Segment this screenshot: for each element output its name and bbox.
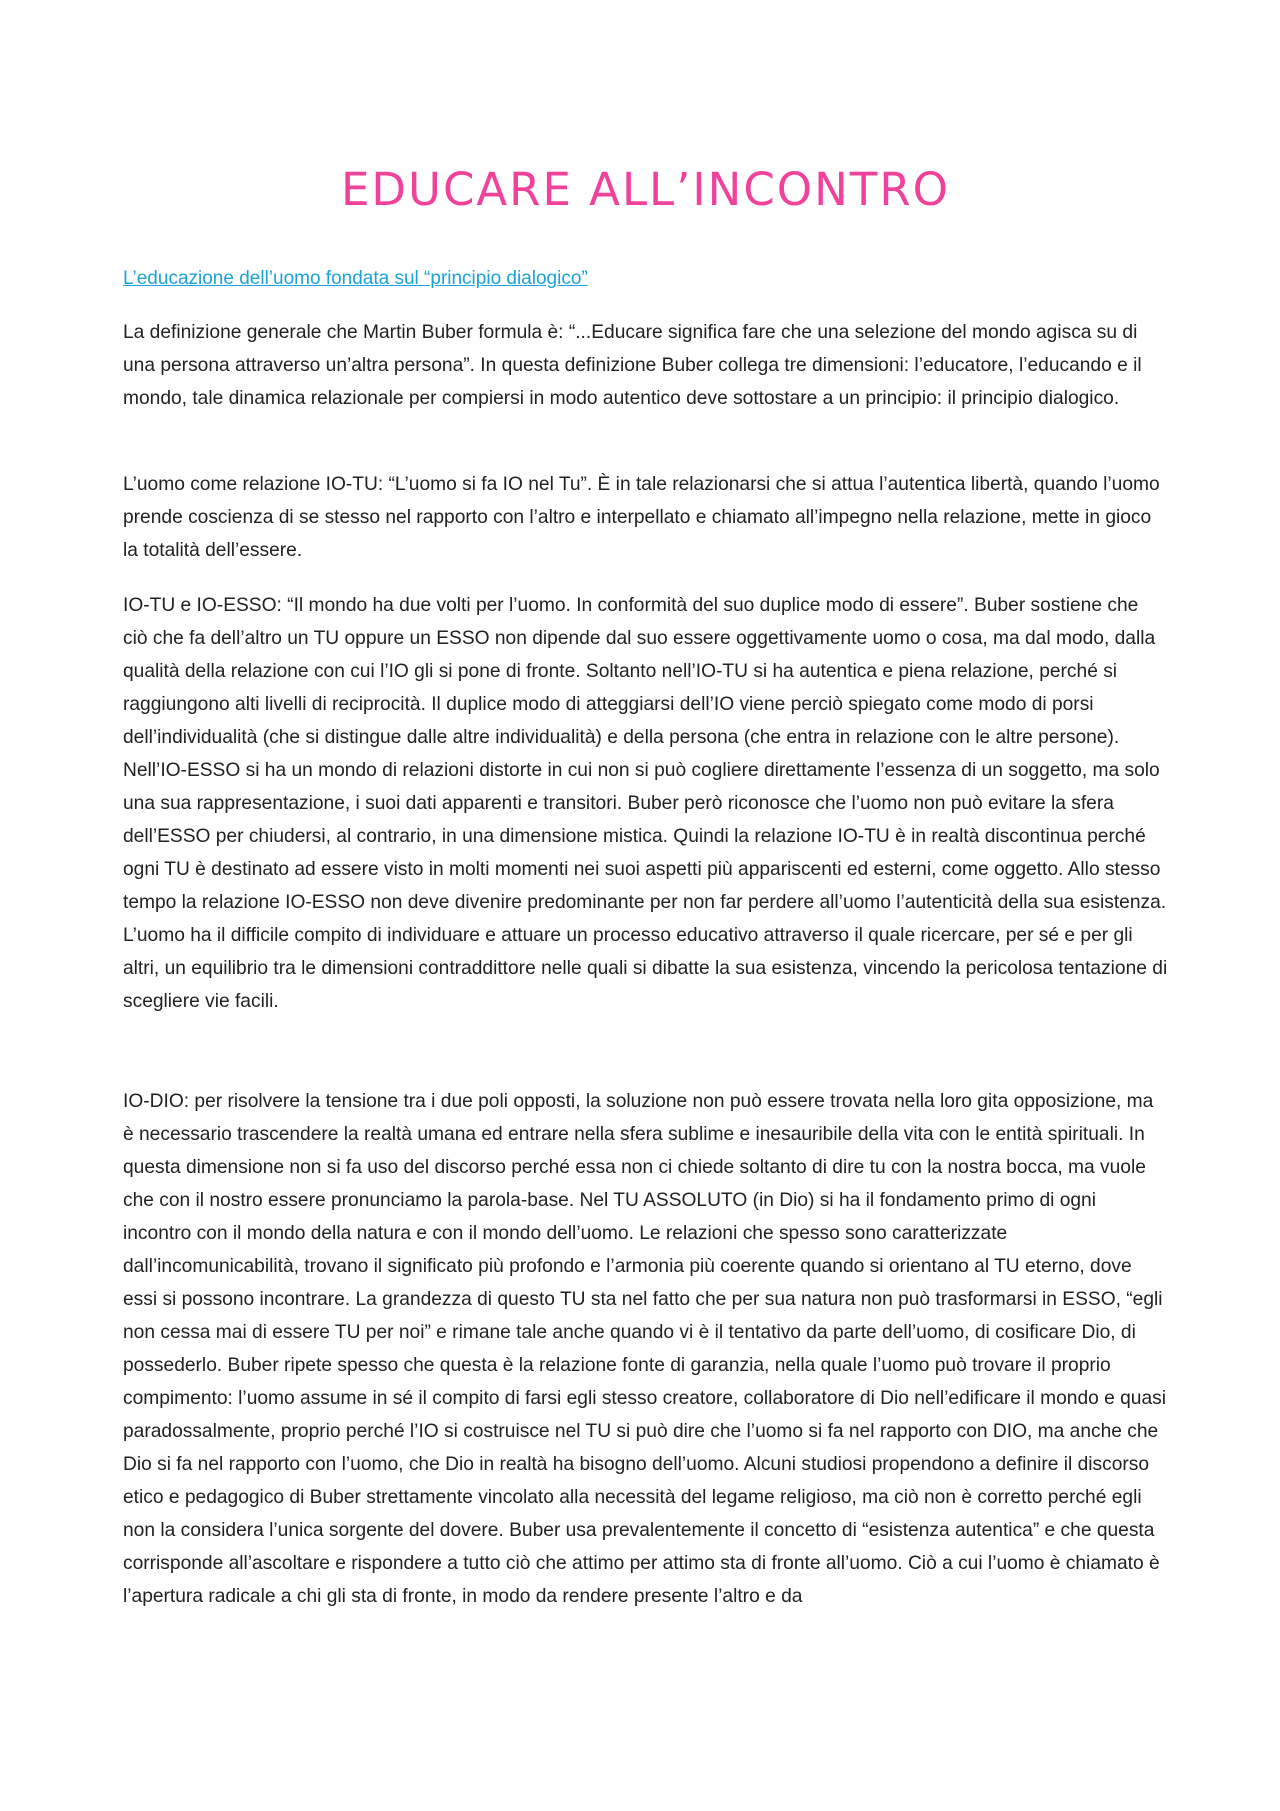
section-heading-link[interactable]: L’educazione dell’uomo fondata sul “principio dialogico” <box>123 268 588 289</box>
paragraph-io-dio: IO-DIO: per risolvere la tensione tra i due poli opposti, la soluzione non può essere trovata nella loro gita opposizione, ma è necessario trascendere la realtà umana ed entrare nella sfera sublime e inesauribile della vita con le entità spirituali. In questa dimensione non si fa uso del discorso perché essa non ci chiede soltanto di dire tu con la nostra bocca, ma vuole che con il nostro essere pronunciamo la parola-base. Nel TU ASSOLUTO (in Dio) si ha il fondamento primo di ogni incontro con il mondo della natura e con il mondo dell’uomo. Le relazioni che spesso sono caratterizzate dall’incomunicabilità, trovano il significato più profondo e l’armonia più coerente quando si orientano al TU eterno, dove essi si possono incontrare. La grandezza di questo TU sta nel fatto che per sua natura non può trasformarsi in ESSO, “egli non cessa mai di essere TU per noi” e rimane tale anche quando vi è il tentativo da parte dell’uomo, di cosificare Dio, di possederlo. Buber ripete spesso che questa è la relazione fonte di garanzia, nella quale l’uomo può trovare il proprio compimento: l’uomo assume in sé il compito di farsi egli stesso creatore, collaboratore di Dio nell’edificare il mondo e quasi paradossalmente, proprio perché l’IO si costruisce nel TU si può dire che l’uomo si fa nel rapporto con DIO, ma anche che Dio si fa nel rapporto con l’uomo, che Dio in realtà ha bisogno dell’uomo. Alcuni studiosi propendono a definire il discorso etico e pedagogico di Buber strettamente vincolato alla necessità del legame religioso, ma ciò non è corretto perché egli non la considera l’unica sorgente del dovere. Buber usa prevalentemente il concetto di “esistenza autentica” e che questa corrisponde all’ascoltare e rispondere a tutto ciò che attimo per attimo sta di fronte all’uomo. Ciò a cui l’uomo è chiamato è l’apertura radicale a chi gli sta di fronte, in modo da rendere presente l’altro e da <box>123 1091 1167 1607</box>
paragraph-definition: La definizione generale che Martin Buber formula è: “...Educare significa fare che una selezione del mondo agisca su di una persona attraverso un’altra persona”. In questa definizione Buber collega tre dimensioni: l’educatore, l’educando e il mondo, tale dinamica relazionale per compiersi in modo autentico deve sottostare a un principio: il principio dialogico. <box>123 322 1142 409</box>
paragraph-io-tu-io-esso: IO-TU e IO-ESSO: “Il mondo ha due volti per l’uomo. In conformità del suo duplice modo di essere”. Buber sostiene che ciò che fa dell’altro un TU oppure un ESSO non dipende dal suo essere oggettivamente uomo o cosa, ma dal modo, dalla qualità della relazione con cui l’IO gli si pone di fronte. Soltanto nell’IO-TU si ha autentica e piena relazione, perché si raggiungono alti livelli di reciprocità. Il duplice modo di atteggiarsi dell’IO viene perciò spiegato come modo di porsi dell’individualità (che si distingue dalle altre individualità) e della persona (che entra in relazione con le altre persone). Nell’IO-ESSO si ha un mondo di relazioni distorte in cui non si può cogliere direttamente l’essenza di un soggetto, ma solo una sua rappresentazione, i suoi dati apparenti e transitori. Buber però riconosce che l’uomo non può evitare la sfera dell’ESSO per chiudersi, al contrario, in una dimensione mistica. Quindi la relazione IO-TU è in realtà discontinua perché ogni TU è destinato ad essere visto in molti momenti nei suoi aspetti più appariscenti ed esterni, come oggetto. Allo stesso tempo la relazione IO-ESSO non deve divenire predominante per non far perdere all’uomo l’autenticità della sua esistenza. L’uomo ha il difficile compito di individuare e attuare un processo educativo attraverso il quale ricercare, per sé e per gli altri, un equilibrio tra le dimensioni contraddittore nelle quali si dibatte la sua esistenza, vincendo la pericolosa tentazione di scegliere vie facili. <box>123 595 1168 1012</box>
document-title: EDUCARE ALL’INCONTRO <box>340 163 951 216</box>
paragraph-io-tu: L’uomo come relazione IO-TU: “L’uomo si fa IO nel Tu”. È in tale relazionarsi che si attua l’autentica libertà, quando l’uomo prende coscienza di se stesso nel rapporto con l’altro e interpellato e chiamato all’impegno nella relazione, mette in gioco la totalità dell’essere. <box>123 474 1160 561</box>
